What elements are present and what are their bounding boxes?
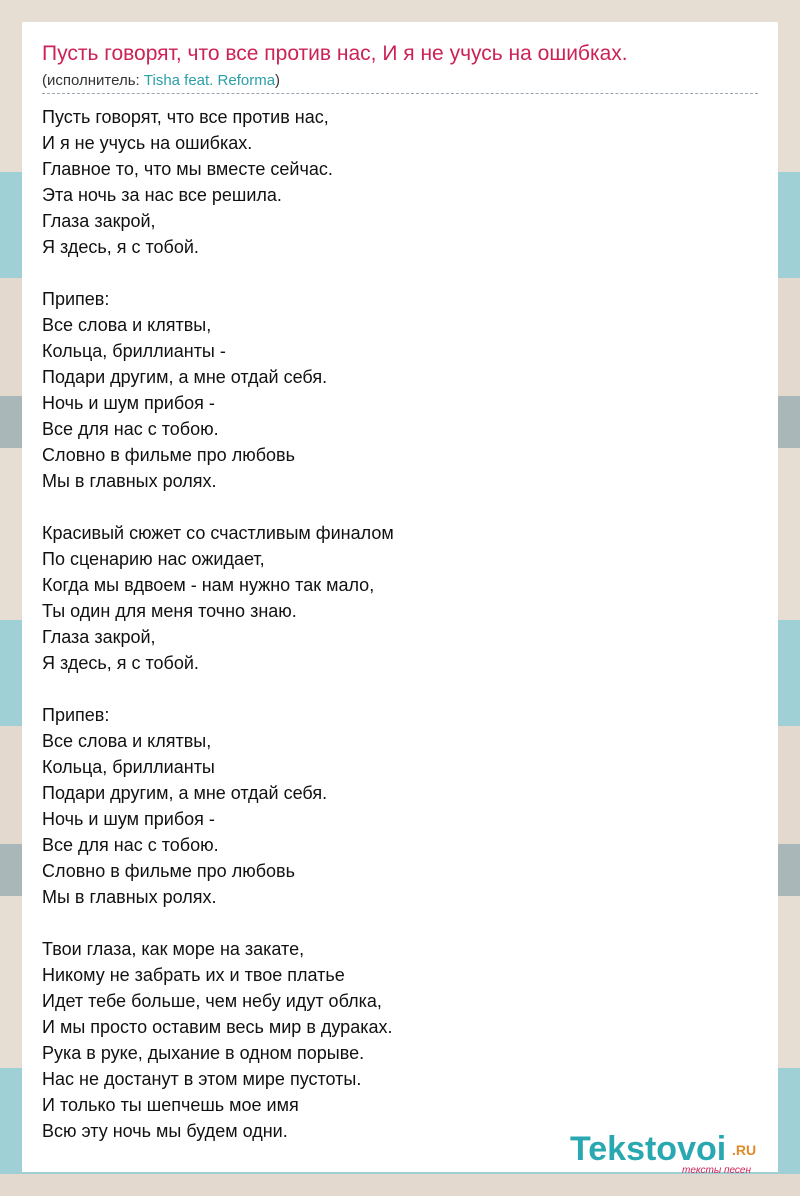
lyric-line: И только ты шепчешь мое имя — [42, 1095, 299, 1115]
lyric-line: Мы в главных ролях. — [42, 887, 217, 907]
logo-tagline: тексты песен — [682, 1165, 751, 1176]
lyric-line: Нас не достанут в этом мире пустоты. — [42, 1069, 362, 1089]
lyric-line: Когда мы вдвоем - нам нужно так мало, — [42, 575, 375, 595]
lyric-line: Все для нас с тобою. — [42, 835, 219, 855]
logo-tld: .RU — [732, 1142, 757, 1158]
artist-line — [42, 72, 280, 89]
tekstovoi-logo[interactable] — [570, 1130, 780, 1178]
lyric-line: Красивый сюжет со счастливым финалом — [42, 523, 394, 543]
lyric-line: Подари другим, а мне отдай себя. — [42, 783, 328, 803]
lyric-line: Все слова и клятвы, — [42, 315, 212, 335]
artist-prefix: (исполнитель: — [42, 72, 144, 89]
song-title: Пусть говорят, что все против нас, И я не учусь на ошибках. — [42, 42, 628, 65]
lyric-blank-line — [42, 494, 394, 520]
lyric-line: Ночь и шум прибоя - — [42, 809, 215, 829]
artist-link[interactable]: Tisha feat. Reforma — [143, 72, 276, 89]
lyric-line: Подари другим, а мне отдай себя. — [42, 367, 328, 387]
artist-suffix: ) — [275, 72, 281, 89]
lyric-line: Идет тебе больше, чем небу идут облка, — [42, 991, 382, 1011]
lyric-line: Припев: — [42, 289, 110, 309]
lyric-line: Глаза закрой, — [42, 627, 156, 647]
lyric-line: Все слова и клятвы, — [42, 731, 212, 751]
lyric-line: По сценарию нас ожидает, — [42, 549, 265, 569]
lyric-line: Рука в руке, дыхание в одном порыве. — [42, 1043, 365, 1063]
lyric-line: Мы в главных ролях. — [42, 471, 217, 491]
lyrics-text — [42, 104, 394, 1144]
lyrics-card — [22, 22, 778, 1176]
lyric-line: Словно в фильме про любовь — [42, 861, 295, 881]
lyric-line: Никому не забрать их и твое платье — [42, 965, 345, 985]
lyric-blank-line — [42, 910, 394, 936]
title-divider — [42, 93, 758, 94]
lyric-line: Твои глаза, как море на закате, — [42, 939, 305, 959]
lyric-line: Ночь и шум прибоя - — [42, 393, 215, 413]
lyric-line: Эта ночь за нас все решила. — [42, 185, 282, 205]
lyric-blank-line — [42, 260, 394, 286]
lyric-line: Я здесь, я с тобой. — [42, 237, 199, 257]
lyric-line: Пусть говорят, что все против нас, — [42, 107, 329, 127]
lyric-line: Глаза закрой, — [42, 211, 156, 231]
lyric-line: Припев: — [42, 705, 110, 725]
lyric-line: Всю эту ночь мы будем одни. — [42, 1121, 288, 1141]
logo-wordmark: Tekstovoi — [570, 1130, 727, 1168]
lyric-line: Главное то, что мы вместе сейчас. — [42, 159, 333, 179]
lyric-line: Я здесь, я с тобой. — [42, 653, 199, 673]
lyric-line: И мы просто оставим весь мир в дураках. — [42, 1017, 393, 1037]
lyric-blank-line — [42, 676, 394, 702]
lyric-line: Все для нас с тобою. — [42, 419, 219, 439]
lyric-line: Кольца, бриллианты - — [42, 341, 226, 361]
lyric-line: И я не учусь на ошибках. — [42, 133, 253, 153]
lyric-line: Словно в фильме про любовь — [42, 445, 295, 465]
lyric-line: Кольца, бриллианты — [42, 757, 215, 777]
lyric-line: Ты один для меня точно знаю. — [42, 601, 297, 621]
